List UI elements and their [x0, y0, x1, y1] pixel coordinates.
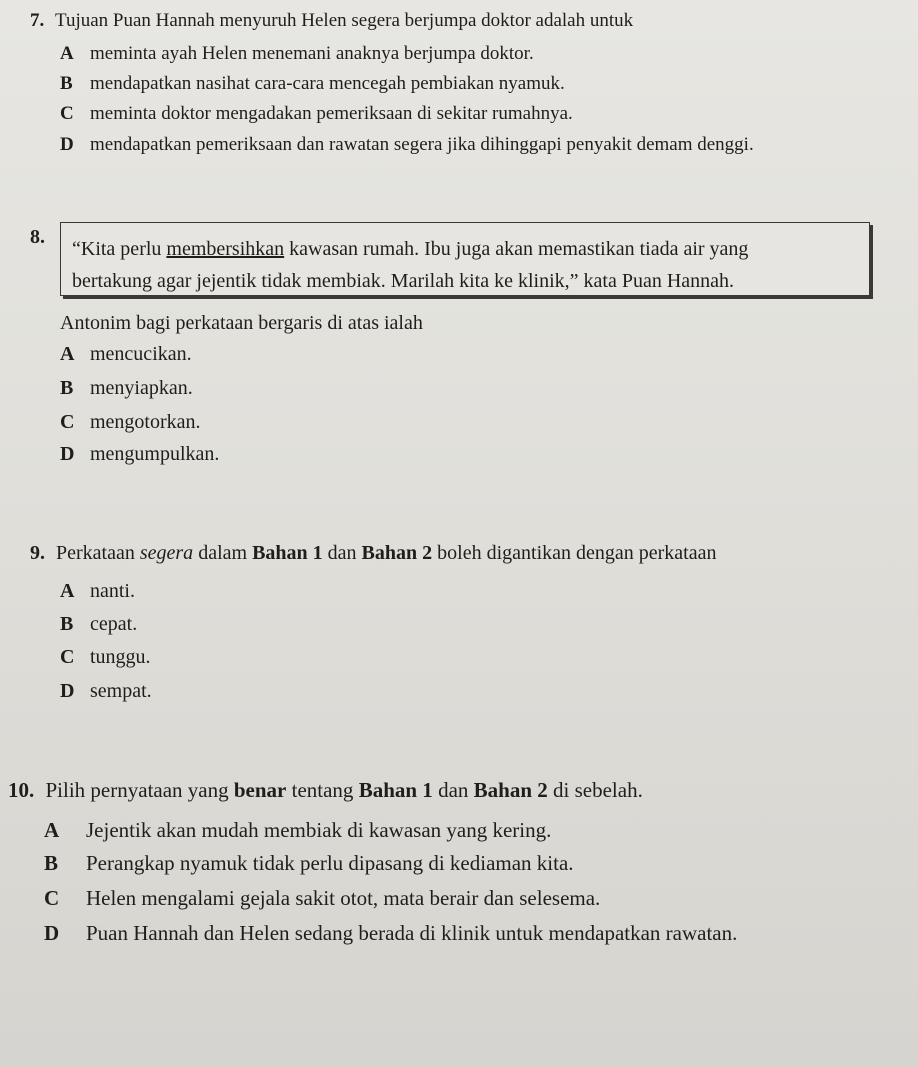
- stem-bold-bahan1: Bahan 1: [358, 778, 433, 802]
- q9-option-d-text: sempat.: [90, 680, 152, 702]
- q7-option-c[interactable]: [60, 103, 573, 125]
- q8-option-a[interactable]: [60, 343, 192, 366]
- q8-option-b[interactable]: [60, 377, 193, 400]
- stem-part: di sebelah.: [547, 778, 643, 802]
- stem-bold-benar: benar: [233, 778, 287, 802]
- stem-part: Perkataan: [56, 542, 140, 564]
- q7-option-b-letter: B: [60, 73, 73, 94]
- underlined-word: membersihkan: [166, 238, 285, 260]
- q8-option-b-text: menyiapkan.: [90, 377, 193, 399]
- q9-option-c-letter: C: [60, 646, 75, 668]
- q7-option-d[interactable]: [60, 134, 754, 156]
- q7-option-b-text: mendapatkan nasihat cara-cara mencegah pembiakan nyamuk.: [90, 73, 565, 94]
- q7-option-b[interactable]: [60, 73, 565, 95]
- stem-bold-bahan2: Bahan 2: [473, 778, 548, 802]
- q7-option-d-text: mendapatkan pemeriksaan dan rawatan segera jika dihinggapi penyakit demam denggi.: [90, 134, 754, 155]
- q10-option-b-letter: B: [44, 851, 59, 875]
- q10-option-c[interactable]: [44, 886, 600, 911]
- stem-part: dan: [322, 542, 362, 564]
- question-8-number: 8.: [30, 226, 45, 248]
- q8-option-c[interactable]: [60, 411, 201, 434]
- q10-option-a-text: Jejentik akan mudah membiak di kawasan yang kering.: [86, 818, 552, 842]
- q9-option-d-letter: D: [60, 680, 75, 702]
- q10-option-d-letter: D: [44, 921, 60, 945]
- question-8-stem: Antonim bagi perkataan bergaris di atas ialah: [60, 312, 423, 334]
- stem-bold-bahan1: Bahan 1: [252, 542, 323, 564]
- question-9-stem: [56, 542, 716, 564]
- question-9-number: 9.: [30, 542, 45, 564]
- q8-option-c-letter: C: [60, 411, 75, 433]
- q8-option-d-letter: D: [60, 443, 75, 465]
- passage-text: [72, 233, 862, 297]
- stem-part: boleh digantikan dengan perkataan: [432, 542, 717, 564]
- stem-part: dan: [432, 778, 474, 802]
- q10-option-a-letter: A: [44, 818, 60, 842]
- q9-option-d[interactable]: [60, 680, 152, 703]
- passage-part: kawasan rumah. Ibu juga akan memastikan tiada air yang: [284, 238, 749, 260]
- q8-option-c-text: mengotorkan.: [90, 411, 201, 433]
- q10-option-c-text: Helen mengalami gejala sakit otot, mata berair dan selesema.: [86, 886, 601, 910]
- q10-option-d-text: Puan Hannah dan Helen sedang berada di klinik untuk mendapatkan rawatan.: [86, 921, 738, 945]
- stem-part: Pilih pernyataan yang: [45, 778, 234, 802]
- stem-italic-word: segera: [139, 542, 194, 564]
- q8-option-a-text: mencucikan.: [90, 343, 192, 365]
- q7-option-a-text: meminta ayah Helen menemani anaknya berjumpa doktor.: [90, 43, 534, 64]
- question-7-stem: Tujuan Puan Hannah menyuruh Helen segera berjumpa doktor adalah untuk: [55, 10, 634, 31]
- question-7: [30, 10, 633, 33]
- passage-line-1: [72, 233, 862, 265]
- q9-option-a-letter: A: [60, 580, 75, 602]
- question-10-number: 10.: [8, 778, 35, 802]
- passage-line-2: bertakung agar jejentik tidak membiak. Marilah kita ke klinik,” kata Puan Hannah.: [72, 270, 735, 292]
- q10-option-c-letter: C: [44, 886, 60, 910]
- passage-part: “Kita perlu: [72, 238, 167, 260]
- question-9: [30, 541, 716, 565]
- question-7-number: 7.: [30, 10, 45, 31]
- q10-option-d[interactable]: [44, 921, 737, 946]
- question-10-stem: [46, 778, 643, 802]
- q7-option-a[interactable]: [60, 43, 534, 65]
- q7-option-a-letter: A: [60, 43, 74, 64]
- q9-option-b-letter: B: [60, 613, 74, 635]
- stem-part: dalam: [193, 542, 253, 564]
- question-10: [8, 778, 643, 803]
- q7-option-c-letter: C: [60, 103, 74, 124]
- q7-option-c-text: meminta doktor mengadakan pemeriksaan di sekitar rumahnya.: [90, 103, 573, 124]
- q8-option-d-text: mengumpulkan.: [90, 443, 220, 465]
- stem-part: tentang: [286, 778, 359, 802]
- q8-option-d[interactable]: [60, 443, 219, 466]
- q9-option-b-text: cepat.: [90, 613, 138, 635]
- stem-bold-bahan2: Bahan 2: [361, 542, 433, 564]
- q10-option-b-text: Perangkap nyamuk tidak perlu dipasang di kediaman kita.: [86, 851, 574, 875]
- q10-option-a[interactable]: [44, 818, 551, 843]
- q9-option-c[interactable]: [60, 646, 151, 669]
- q9-option-b[interactable]: [60, 613, 137, 636]
- q10-option-b[interactable]: [44, 851, 574, 876]
- q9-option-a-text: nanti.: [90, 580, 135, 602]
- q9-option-a[interactable]: [60, 580, 135, 603]
- q7-option-d-letter: D: [60, 134, 74, 155]
- q8-option-a-letter: A: [60, 343, 75, 365]
- q8-option-b-letter: B: [60, 377, 74, 399]
- q9-option-c-text: tunggu.: [90, 646, 151, 668]
